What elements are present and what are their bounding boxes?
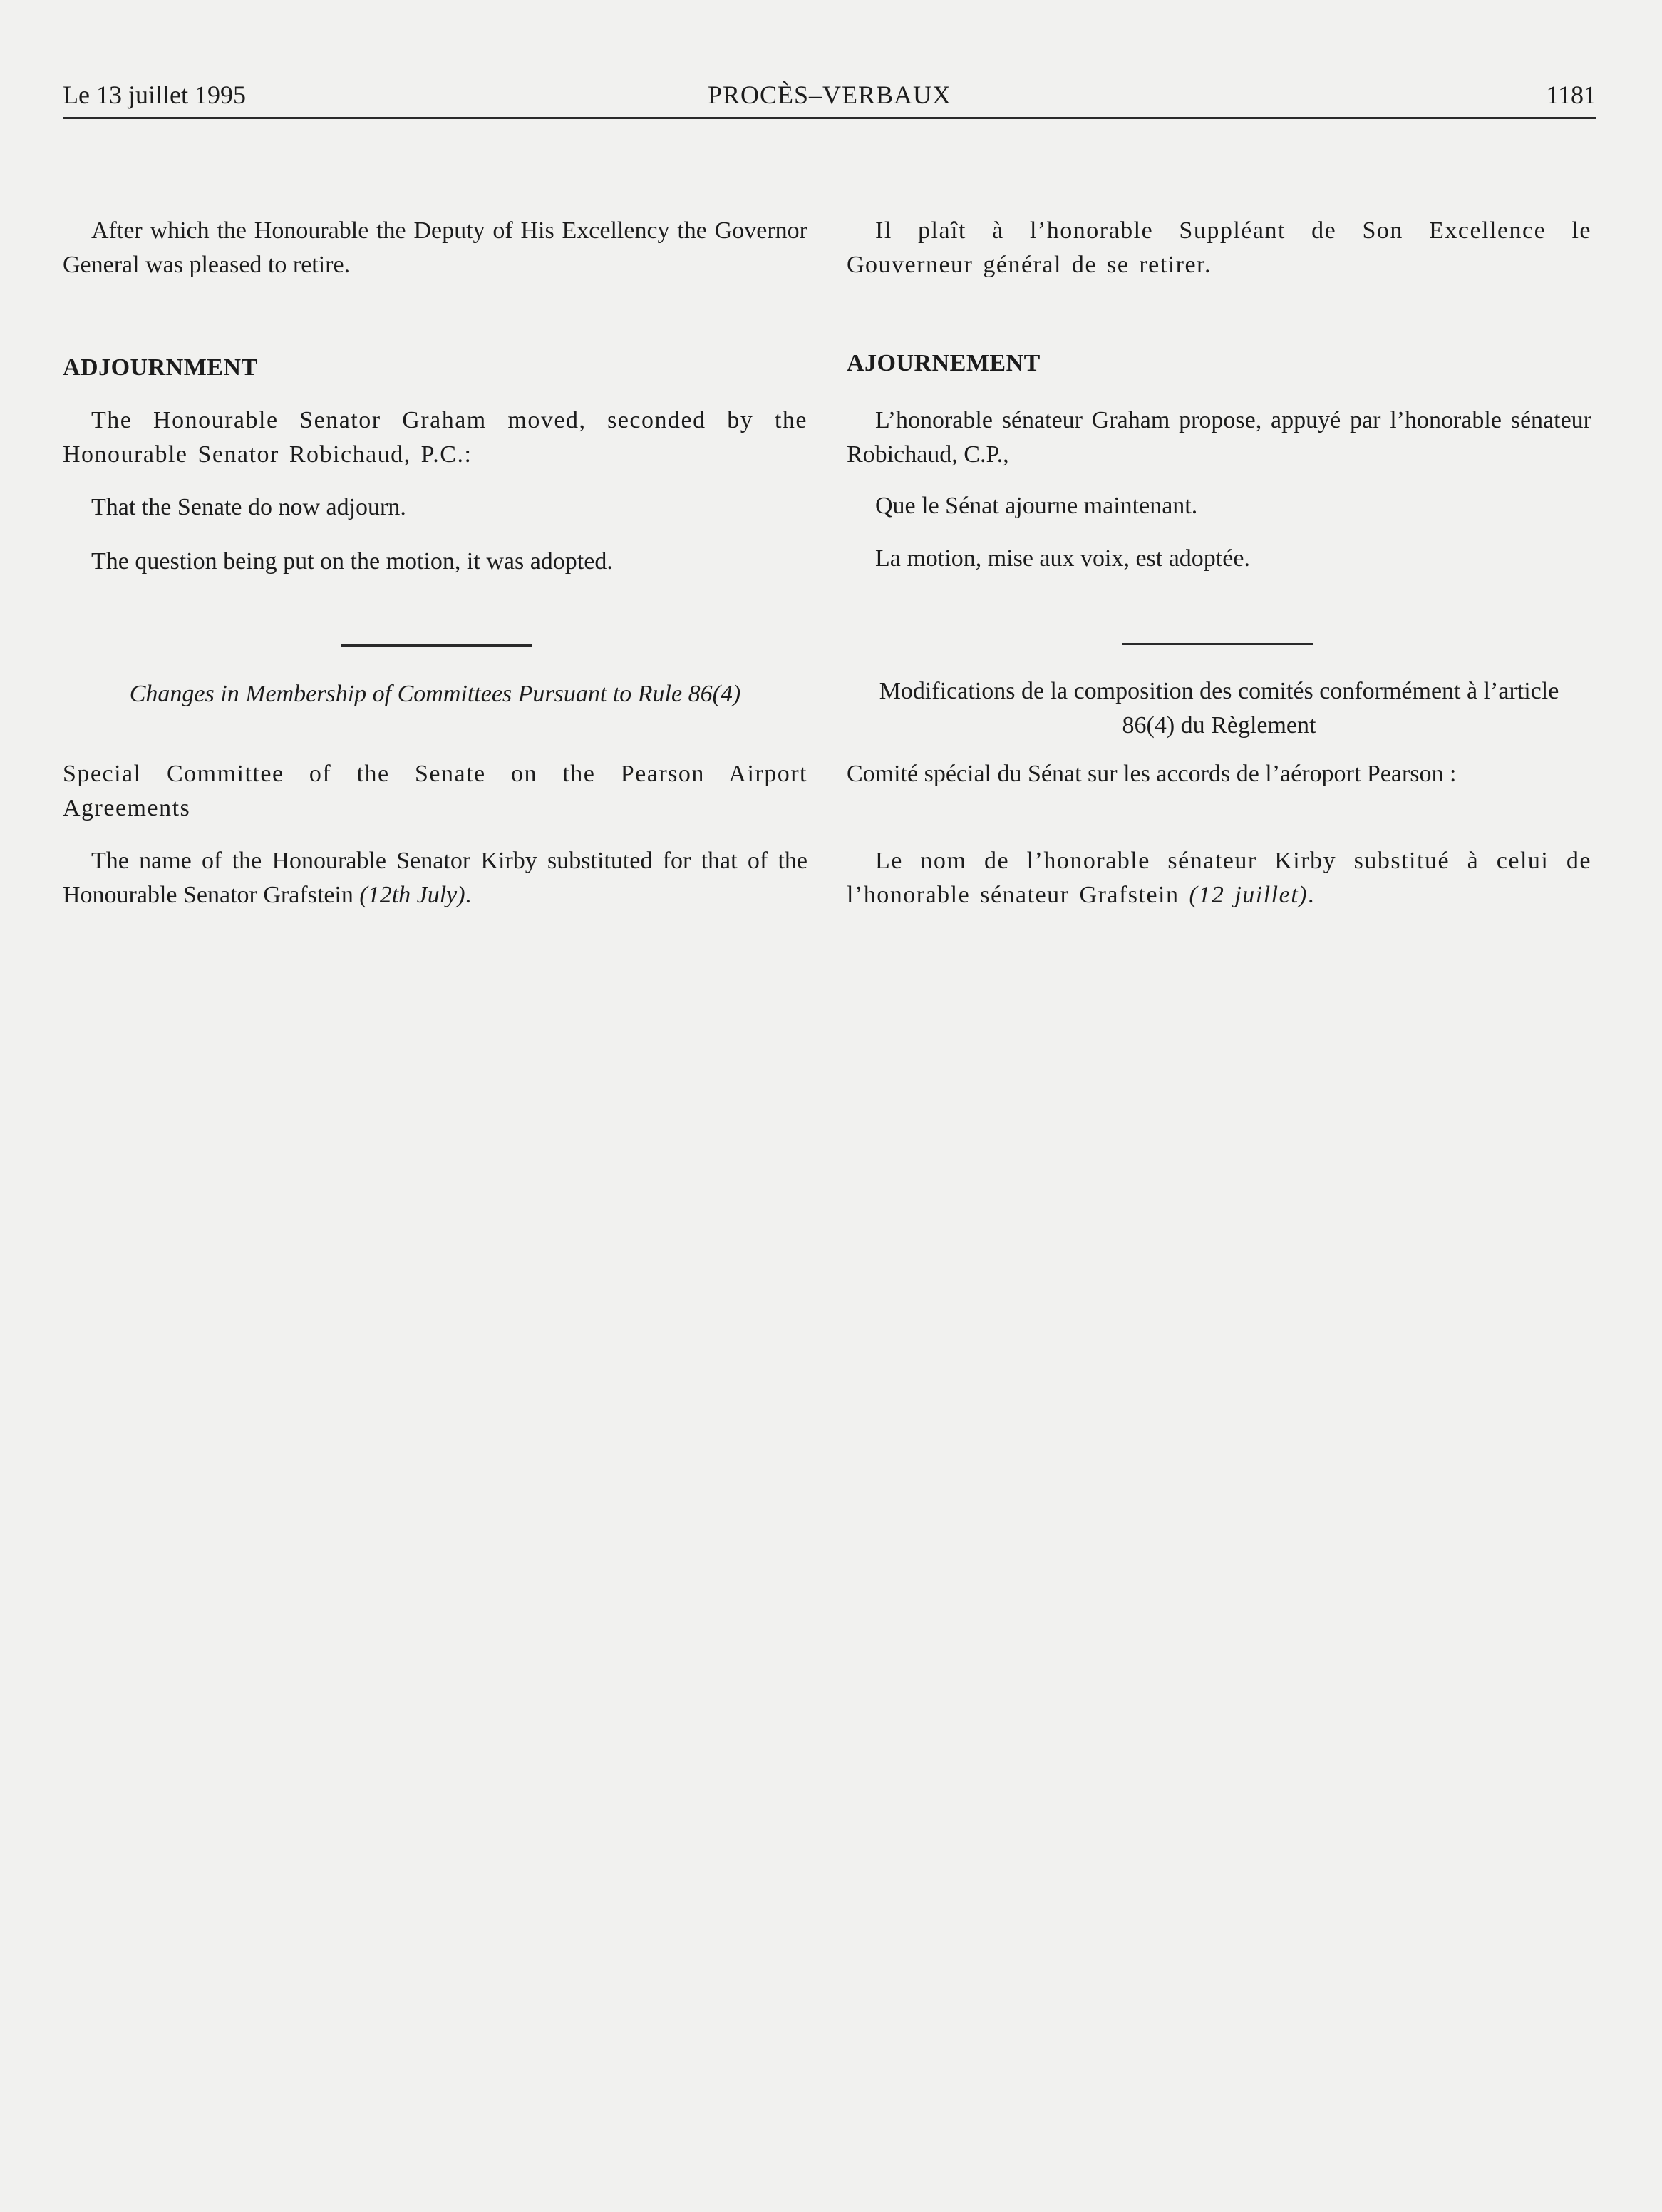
motion-body: That the Senate do now adjourn. bbox=[91, 494, 406, 520]
motion-paragraph-fr: L’honorable sénateur Graham propose, appuyé par l’honorable sénateur Robichaud, C.P., bbox=[847, 407, 1591, 468]
adjournment-heading-fr: AJOURNEMENT bbox=[847, 350, 1041, 376]
committee-name-fr: Comité spécial du Sénat sur les accords de l’aéroport Pearson : bbox=[847, 761, 1457, 787]
header-title: PROCÈS–VERBAUX bbox=[707, 81, 952, 109]
retire-paragraph-fr: Il plaît à l’honorable Suppléant de Son Excellence le Gouverneur général de se retirer. bbox=[847, 217, 1591, 278]
substitution-text: The name of the Honourable Senator Kirby substituted for that of the Honourable Senator Grafstein bbox=[63, 848, 807, 908]
adjournment-heading: ADJOURNMENT bbox=[63, 354, 258, 381]
substitution-paragraph-fr bbox=[847, 844, 1591, 912]
motion-body-fr: Que le Sénat ajourne maintenant. bbox=[875, 493, 1198, 519]
section-divider-fr bbox=[1122, 643, 1313, 645]
header-date: Le 13 juillet 1995 bbox=[63, 81, 246, 109]
retire-paragraph: After which the Honourable the Deputy of His Excellency the Governor General was pleased to retire. bbox=[63, 217, 807, 278]
substitution-date-fr: (12 juillet) bbox=[1189, 882, 1308, 908]
page-header bbox=[63, 77, 1596, 119]
question-paragraph: The question being put on the motion, it was adopted. bbox=[91, 548, 613, 575]
question-paragraph-fr: La motion, mise aux voix, est adoptée. bbox=[875, 545, 1250, 572]
page-number: 1181 bbox=[1546, 81, 1596, 109]
changes-heading bbox=[63, 677, 807, 711]
substitution-end-fr: . bbox=[1307, 882, 1315, 908]
section-divider bbox=[341, 644, 532, 647]
substitution-paragraph bbox=[63, 844, 807, 912]
committee-name: Special Committee of the Senate on the Pearson Airport Agreements bbox=[63, 761, 807, 821]
changes-heading-fr: Modifications de la composition des comités conformément à l’article 86(4) du Règlement bbox=[879, 678, 1559, 739]
changes-heading-text: Changes in Membership of Committees Pursuant to Rule 86(4) bbox=[129, 681, 741, 707]
substitution-date: (12th July) bbox=[359, 882, 465, 908]
substitution-end: . bbox=[465, 882, 472, 908]
substitution-text-fr: Le nom de l’honorable sénateur Kirby substitué à celui de l’honorable sénateur Grafstein bbox=[847, 848, 1591, 908]
motion-paragraph: The Honourable Senator Graham moved, seconded by the Honourable Senator Robichaud, P.C.: bbox=[63, 407, 807, 468]
